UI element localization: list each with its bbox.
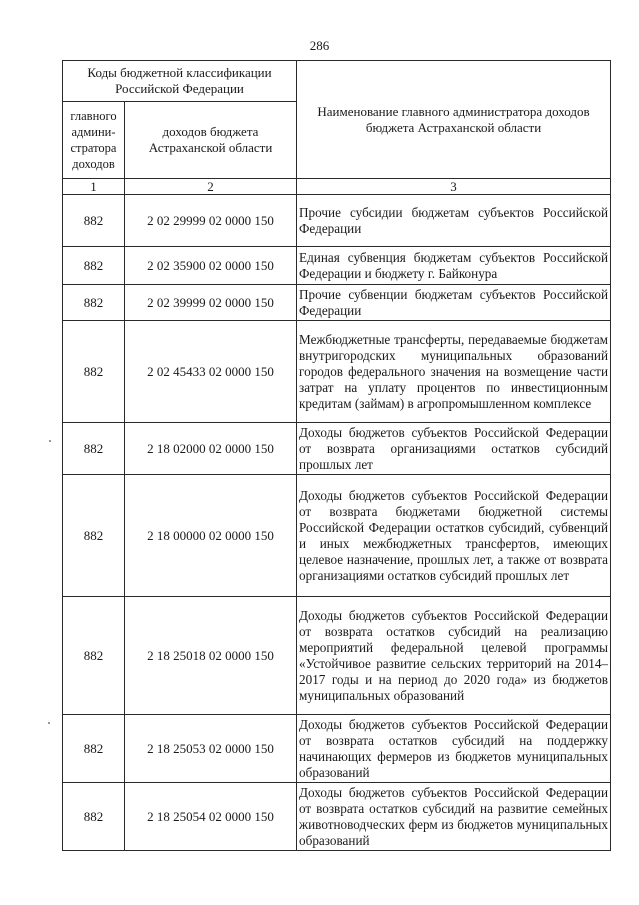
income-name: Доходы бюджетов субъектов Российской Федерации от возврата бюджетами бюджетной системы Российской Федерации остатков субсидий, субвенций и иных межбюджетных трансфертов, имеющих целевое назначение, прошлых лет, а также от возврата организациями остатков субсидий прошлых лет bbox=[297, 475, 611, 597]
income-name: Прочие субсидии бюджетам субъектов Российской Федерации bbox=[297, 195, 611, 247]
table-row bbox=[63, 423, 611, 475]
column-number: 3 bbox=[297, 179, 611, 195]
header-income-code: доходов бюджета Астраханской области bbox=[125, 102, 297, 179]
column-number: 1 bbox=[63, 179, 125, 195]
admin-code: 882 bbox=[63, 321, 125, 423]
admin-code: 882 bbox=[63, 423, 125, 475]
scan-speck bbox=[48, 722, 50, 724]
page-number: 286 bbox=[309, 38, 330, 53]
income-code: 2 02 45433 02 0000 150 bbox=[125, 321, 297, 423]
table-row bbox=[63, 195, 611, 247]
admin-code: 882 bbox=[63, 285, 125, 321]
admin-code: 882 bbox=[63, 247, 125, 285]
header-main-administrator: главного админи-стратора доходов bbox=[63, 102, 125, 179]
budget-classification-table bbox=[62, 60, 611, 851]
table-row bbox=[63, 715, 611, 783]
header-classification-codes: Коды бюджетной классификации Российской Федерации bbox=[63, 61, 297, 102]
scan-speck bbox=[49, 440, 51, 442]
admin-code: 882 bbox=[63, 783, 125, 851]
admin-code: 882 bbox=[63, 597, 125, 715]
income-name: Доходы бюджетов субъектов Российской Федерации от возврата остатков субсидий на поддержку начинающих фермеров из бюджетов муниципальных образований bbox=[297, 715, 611, 783]
table-row bbox=[63, 475, 611, 597]
income-name: Доходы бюджетов субъектов Российской Федерации от возврата организациями остатков субсидий прошлых лет bbox=[297, 423, 611, 475]
income-code: 2 18 00000 02 0000 150 bbox=[125, 475, 297, 597]
table-row bbox=[63, 783, 611, 851]
column-number: 2 bbox=[125, 179, 297, 195]
income-name: Межбюджетные трансферты, передаваемые бюджетам внутригородских муниципальных образований городов федерального значения на возмещение части затрат на уплату процентов по инвестиционным кредитам (займам) в агропромышленном комплексе bbox=[297, 321, 611, 423]
income-code: 2 18 25054 02 0000 150 bbox=[125, 783, 297, 851]
income-code: 2 02 35900 02 0000 150 bbox=[125, 247, 297, 285]
admin-code: 882 bbox=[63, 475, 125, 597]
admin-code: 882 bbox=[63, 195, 125, 247]
income-code: 2 18 25018 02 0000 150 bbox=[125, 597, 297, 715]
income-name: Доходы бюджетов субъектов Российской Федерации от возврата остатков субсидий на развитие семейных животноводческих ферм из бюджетов муниципальных образований bbox=[297, 783, 611, 851]
table-row bbox=[63, 247, 611, 285]
table-row bbox=[63, 597, 611, 715]
income-name: Единая субвенция бюджетам субъектов Российской Федерации и бюджету г. Байконура bbox=[297, 247, 611, 285]
admin-code: 882 bbox=[63, 715, 125, 783]
income-code: 2 02 39999 02 0000 150 bbox=[125, 285, 297, 321]
income-code: 2 18 02000 02 0000 150 bbox=[125, 423, 297, 475]
income-name: Доходы бюджетов субъектов Российской Федерации от возврата остатков субсидий на реализацию мероприятий федеральной целевой программы «Устойчивое развитие сельских территорий на 2014–2017 годы и на период до 2020 года» из бюджетов муниципальных образований bbox=[297, 597, 611, 715]
table-row bbox=[63, 285, 611, 321]
income-code: 2 02 29999 02 0000 150 bbox=[125, 195, 297, 247]
income-name: Прочие субвенции бюджетам субъектов Российской Федерации bbox=[297, 285, 611, 321]
income-code: 2 18 25053 02 0000 150 bbox=[125, 715, 297, 783]
table-row bbox=[63, 321, 611, 423]
header-administrator-name: Наименование главного администратора доходов бюджета Астраханской области bbox=[297, 61, 611, 179]
